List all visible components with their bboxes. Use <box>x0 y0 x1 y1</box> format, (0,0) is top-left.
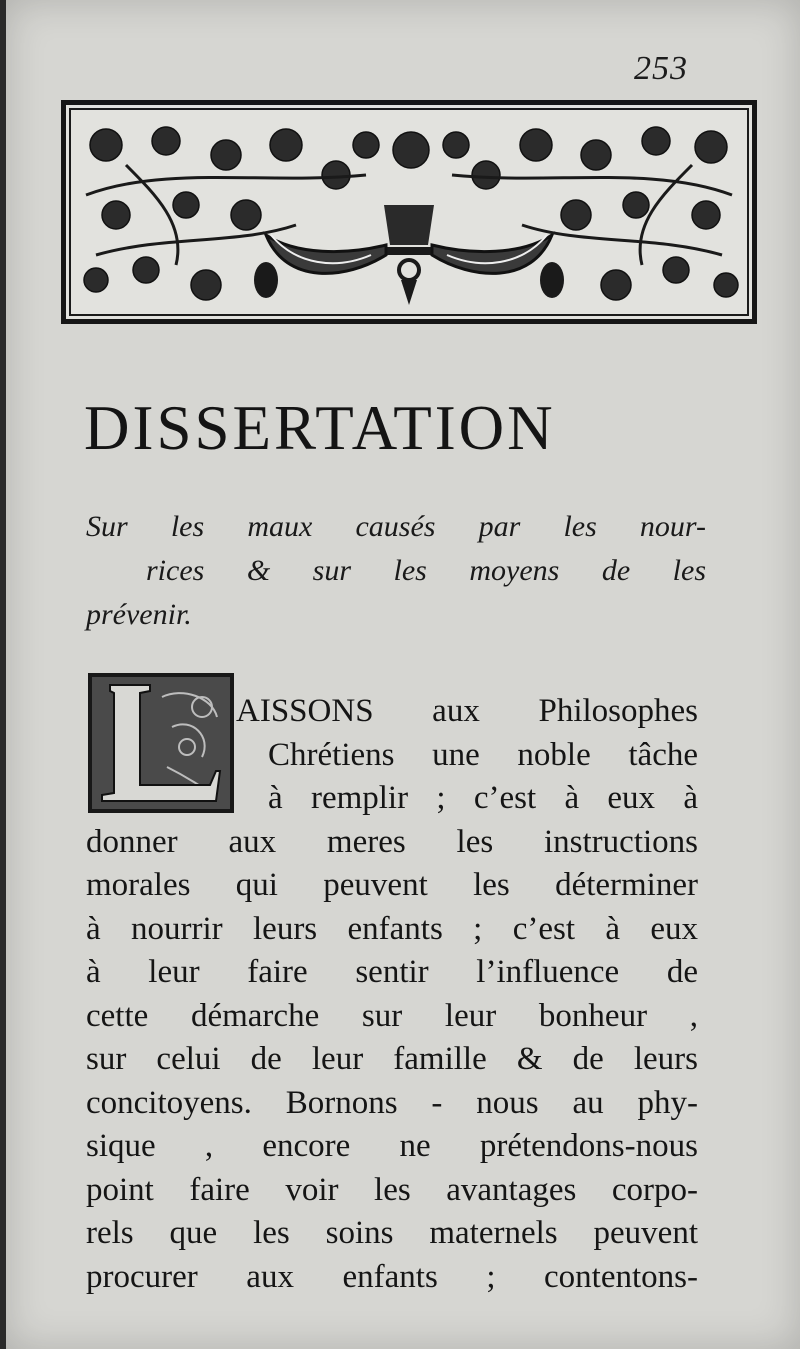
subtitle-line: rices & sur les moyens de les <box>146 554 706 587</box>
body-line: sique , encore ne prétendons-nous <box>86 1128 698 1164</box>
body-line: à leur faire sentir l’influence de <box>86 954 698 990</box>
body-line: rels que les soins maternels peuvent <box>86 1215 698 1251</box>
body-line: morales qui peuvent les déterminer <box>86 867 698 903</box>
body-line: à nourrir leurs enfants ; c’est à eux <box>86 910 698 947</box>
book-page <box>6 0 800 1349</box>
page-number: 253 <box>634 50 688 87</box>
body-line: sur celui de leur famille & de leurs <box>86 1041 698 1077</box>
body-paragraph <box>86 690 698 1299</box>
dissertation-subtitle <box>86 505 706 637</box>
subtitle-line: Sur les maux causés par les nour- <box>86 510 706 543</box>
body-line: AISSONS aux Philosophes <box>236 693 698 729</box>
body-line: point faire voir les avantages corpo- <box>86 1171 698 1208</box>
body-line: donner aux meres les instructions <box>86 823 698 860</box>
dissertation-title: DISSERTATION <box>84 393 556 463</box>
cornucopia-ornament-image <box>66 105 752 319</box>
body-line: concitoyens. Bornons - nous au phy- <box>86 1084 698 1121</box>
body-line: Chrétiens une noble tâche <box>268 736 698 773</box>
body-line: procurer aux enfants ; contentons- <box>86 1258 698 1295</box>
headpiece-ornament <box>61 100 757 324</box>
body-line: à remplir ; c’est à eux à <box>268 780 698 816</box>
body-line: cette démarche sur leur bonheur , <box>86 997 698 1034</box>
subtitle-line: prévenir. <box>86 598 192 631</box>
